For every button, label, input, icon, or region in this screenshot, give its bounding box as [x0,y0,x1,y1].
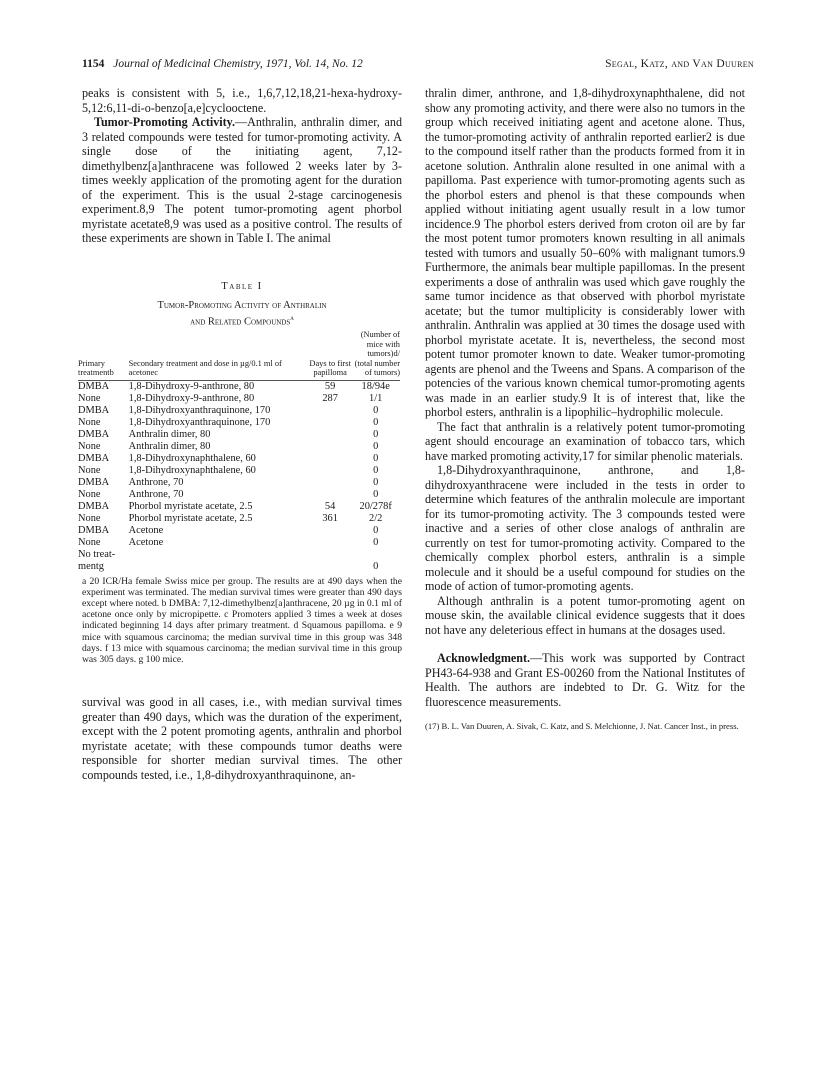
cell-days [309,549,352,561]
cell-days [309,441,352,453]
cell-primary: None [78,416,101,428]
cell-primary: DMBA [78,428,110,440]
table-row [78,549,400,561]
cell-ratio: 0 [373,524,379,536]
cell-days [309,429,352,441]
cell-ratio: 0 [373,536,379,548]
cell-days [309,405,352,417]
table-header-row [78,330,400,380]
cell-secondary: 1,8-Dihydroxynaphthalene, 60 [128,452,256,464]
table-row [78,380,400,393]
page-number: 1154 [82,58,105,70]
cell-ratio [351,549,400,561]
cell-days [309,537,352,549]
cell-secondary: 1,8-Dihydroxyanthraquinone, 170 [128,404,271,416]
cell-primary: No treat- [78,548,116,560]
cell-ratio: 0 [373,428,379,440]
table-row [78,441,400,453]
table-row [78,525,400,537]
right-column [425,86,745,732]
cell-days [309,561,352,573]
table-row [78,405,400,417]
cell-days [309,489,352,501]
left-column [78,86,403,782]
table-row [78,393,400,405]
table-row [78,453,400,465]
cell-primary: DMBA [78,476,110,488]
table-number: Table I [221,280,263,292]
cell-secondary: Phorbol myristate acetate, 2.5 [128,500,253,512]
cell-ratio: 18/94e [361,380,390,392]
cell-secondary: Acetone [128,536,164,548]
cell-primary: DMBA [78,524,110,536]
col-header-secondary: Secondary treatment and dose in µg/0.1 ml of acetonec [129,330,309,380]
paragraph-tumor-promoting [82,115,402,246]
results-table [78,330,400,573]
cell-secondary: 1,8-Dihydroxy-9-anthrone, 80 [128,392,255,404]
paragraph: The fact that anthralin is a relatively potent tumor-promoting agent should encourage an examination of tobacco tars, which have marked promoting activity,17 for similar phenolic materials. [425,419,745,463]
cell-secondary: 1,8-Dihydroxy-9-anthrone, 80 [128,380,255,392]
cell-primary: None [78,464,101,476]
table-row [78,513,400,525]
cell-primary: DMBA [78,500,110,512]
cell-secondary: 1,8-Dihydroxynaphthalene, 60 [128,464,256,476]
caption-text: and Related Compounds [190,316,291,327]
col-header-primary: Primary treatmentb [78,330,129,380]
cell-ratio: 0 [373,488,379,500]
cell-secondary [129,549,309,561]
page-header [82,58,754,70]
cell-ratio: 0 [373,464,379,476]
cell-days: 287 [322,392,338,404]
reference-17: (17) B. L. Van Duuren, A. Sivak, C. Katz, and S. Melchionne, J. Nat. Cancer Inst., in press. [425,721,739,731]
cell-secondary: Phorbol myristate acetate, 2.5 [128,512,253,524]
cell-ratio: 2/2 [369,512,383,524]
cell-days [309,525,352,537]
table-footnotes: a 20 ICR/Ha female Swiss mice per group. The results are at 490 days when the experiment was terminated. The median survival times were greater than 490 days except where noted. b DMBA: 7,12-dimethylbenz[a]anthracene, 20 µg in 0.1 ml of acetone once only by micropipette. c Promoters applied 3 times a week at doses indicated beginning 14 days after primary treatment. d Squamous papilloma. e 9 mice with squamous carcinoma; the median survival time in this group was 348 days. f 13 mice with squamous carcinoma; the median survival time in this group was 305 days. g 100 mice. [82,575,402,665]
table-row [78,501,400,513]
cell-ratio: 20/278f [359,500,392,512]
cell-ratio: 0 [373,476,379,488]
running-authors: Segal, Katz, and Van Duuren [605,58,754,70]
cell-primary: DMBA [78,404,110,416]
col-header-days: Days to first papilloma [309,330,352,380]
cell-secondary: 1,8-Dihydroxyanthraquinone, 170 [128,416,271,428]
table-row [78,561,400,573]
cell-primary: None [78,392,101,404]
section-heading: Tumor-Promoting Activity. [94,115,236,129]
cell-ratio: 0 [373,560,379,572]
cell-secondary: Acetone [128,524,164,536]
cell-ratio: 0 [373,452,379,464]
table-caption [82,280,402,329]
cell-ratio: 0 [373,440,379,452]
col-header-ratio: (Number of mice with tumors)d/ (total number of tumors) [351,330,400,380]
table-row [78,417,400,429]
journal-citation: Journal of Medicinal Chemistry, 1971, Vol. 14, No. 12 [113,58,363,70]
paragraph: thralin dimer, anthrone, and 1,8-dihydroxynaphthalene, did not show any promoting activity, and there were also no tumors in the group which received initiating agent and acetone alone. Thus, the tumor-promoting activity of anthralin reported earlier2 is due to the compound itself rather than the products formed from it in acetone solution. Anthralin alone resulted in one animal with a papilloma. Past experience with tumor-promoting agents such as the phorbol esters and phenol is that these compounds when applied without initiating agent usually result in a low tumor incidence.9 The phorbol esters derived from croton oil are by far the most potent tumor promoters known resulting in all animals tested with tumors and usually 50–60% with malignant tumors.9 Furthermore, the animals bear multiple papillomas. In the present experiments a dose of anthralin was used which gave roughly the same tumor incidence as that observed with phorbol myristate acetate; but the tumor multiplicity is considerably lower with anthralin. Anthralin was applied at 30 times the dosage used with phorbol myristate acetate. It is, nevertheless, the second most potent tumor promoter known to date. Weaker tumor-promoting agents are phenol and the Tweens and Spans. A comparison of the potencies of the various known chemical tumor-promoting agents was made in an earlier study.9 It is of interest that, like the phorbol esters, anthralin is a lipophilic–hydrophilic molecule. [425,86,745,419]
cell-primary: None [78,512,101,524]
table-caption-line-2 [82,312,402,329]
paragraph: Although anthralin is a potent tumor-promoting agent on mouse skin, the available clinical evidence suggests that it does not have any deleterious effect in humans at the dosages used. [425,593,745,637]
cell-ratio: 0 [373,416,379,428]
cell-secondary: Anthralin dimer, 80 [128,440,211,452]
cell-days: 54 [324,500,336,512]
paragraph: survival was good in all cases, i.e., with median survival times greater than 490 days, which was the duration of the experiment, except with the 2 potent promoting agents, anthralin and phorbol myristate acetate; with these compounds tumor deaths were responsible for shorter median survival times. The other compounds tested, i.e., 1,8-dihydroxyanthraquinone, an- [82,695,402,782]
table-row [78,429,400,441]
cell-days [309,477,352,489]
cell-days [309,417,352,429]
table-row [78,537,400,549]
paragraph: 1,8-Dihydroxyanthraquinone, anthrone, and 1,8-dihydroxyanthracene were included in the tests in order to determine which features of the anthralin molecule are important for its tumor-promoting activity. The 3 compounds tested were inactive and a series of other close analogs of anthralin are currently on test for tumor-promoting activity. Compared to the chemically complex phorbol esters, anthralin is a simple molecule and it should be a useful compound for studies on the mode of action of tumor-promoting agents. [425,463,745,593]
cell-secondary: Anthrone, 70 [128,488,184,500]
paragraph: peaks is consistent with 5, i.e., 1,6,7,12,18,21-hexa-hydroxy-5,12:6,11-di-o-benzo[a,e]cyclooctene. [82,86,402,115]
cell-primary: DMBA [78,452,110,464]
cell-primary: None [78,488,101,500]
cell-secondary: Anthralin dimer, 80 [128,428,211,440]
table-row [78,489,400,501]
acknowledgment-text: —This work was supported by Contract PH43-64-938 and Grant ES-00260 from the National Institutes of Health. The authors are indebted to Dr. G. Witz for the fluorescence measurements. [425,651,745,709]
cell-days: 361 [322,512,338,524]
cell-ratio: 1/1 [369,392,383,404]
acknowledgment [425,651,745,709]
acknowledgment-heading: Acknowledgment. [437,651,531,665]
cell-days [309,453,352,465]
caption-footnote-mark: a [290,313,294,322]
table-caption-line-1: Tumor-Promoting Activity of Anthralin [157,299,327,311]
cell-primary: mentg [78,560,104,572]
cell-primary: DMBA [78,380,110,392]
table-row [78,465,400,477]
table-body [78,380,400,573]
cell-secondary: Anthrone, 70 [128,476,184,488]
cell-days [309,465,352,477]
cell-ratio: 0 [373,404,379,416]
cell-secondary [129,561,309,573]
cell-primary: None [78,536,101,548]
paragraph-text: —Anthralin, anthralin dimer, and 3 related compounds were tested for tumor-promoting activity. A single dose of the initiating agent, 7,12-dimethylbenz[a]anthracene was followed 2 weeks later by 3-times weekly application of the promoting agent for the duration of the experiment. This is the usual 2-stage carcinogenesis experiment.8,9 The potent tumor-promoting agent phorbol myristate acetate8,9 was used as a positive control. The results of these experiments are shown in Table I. The animal [82,115,403,245]
table-row [78,477,400,489]
cell-days: 59 [324,380,336,392]
cell-primary: None [78,440,101,452]
